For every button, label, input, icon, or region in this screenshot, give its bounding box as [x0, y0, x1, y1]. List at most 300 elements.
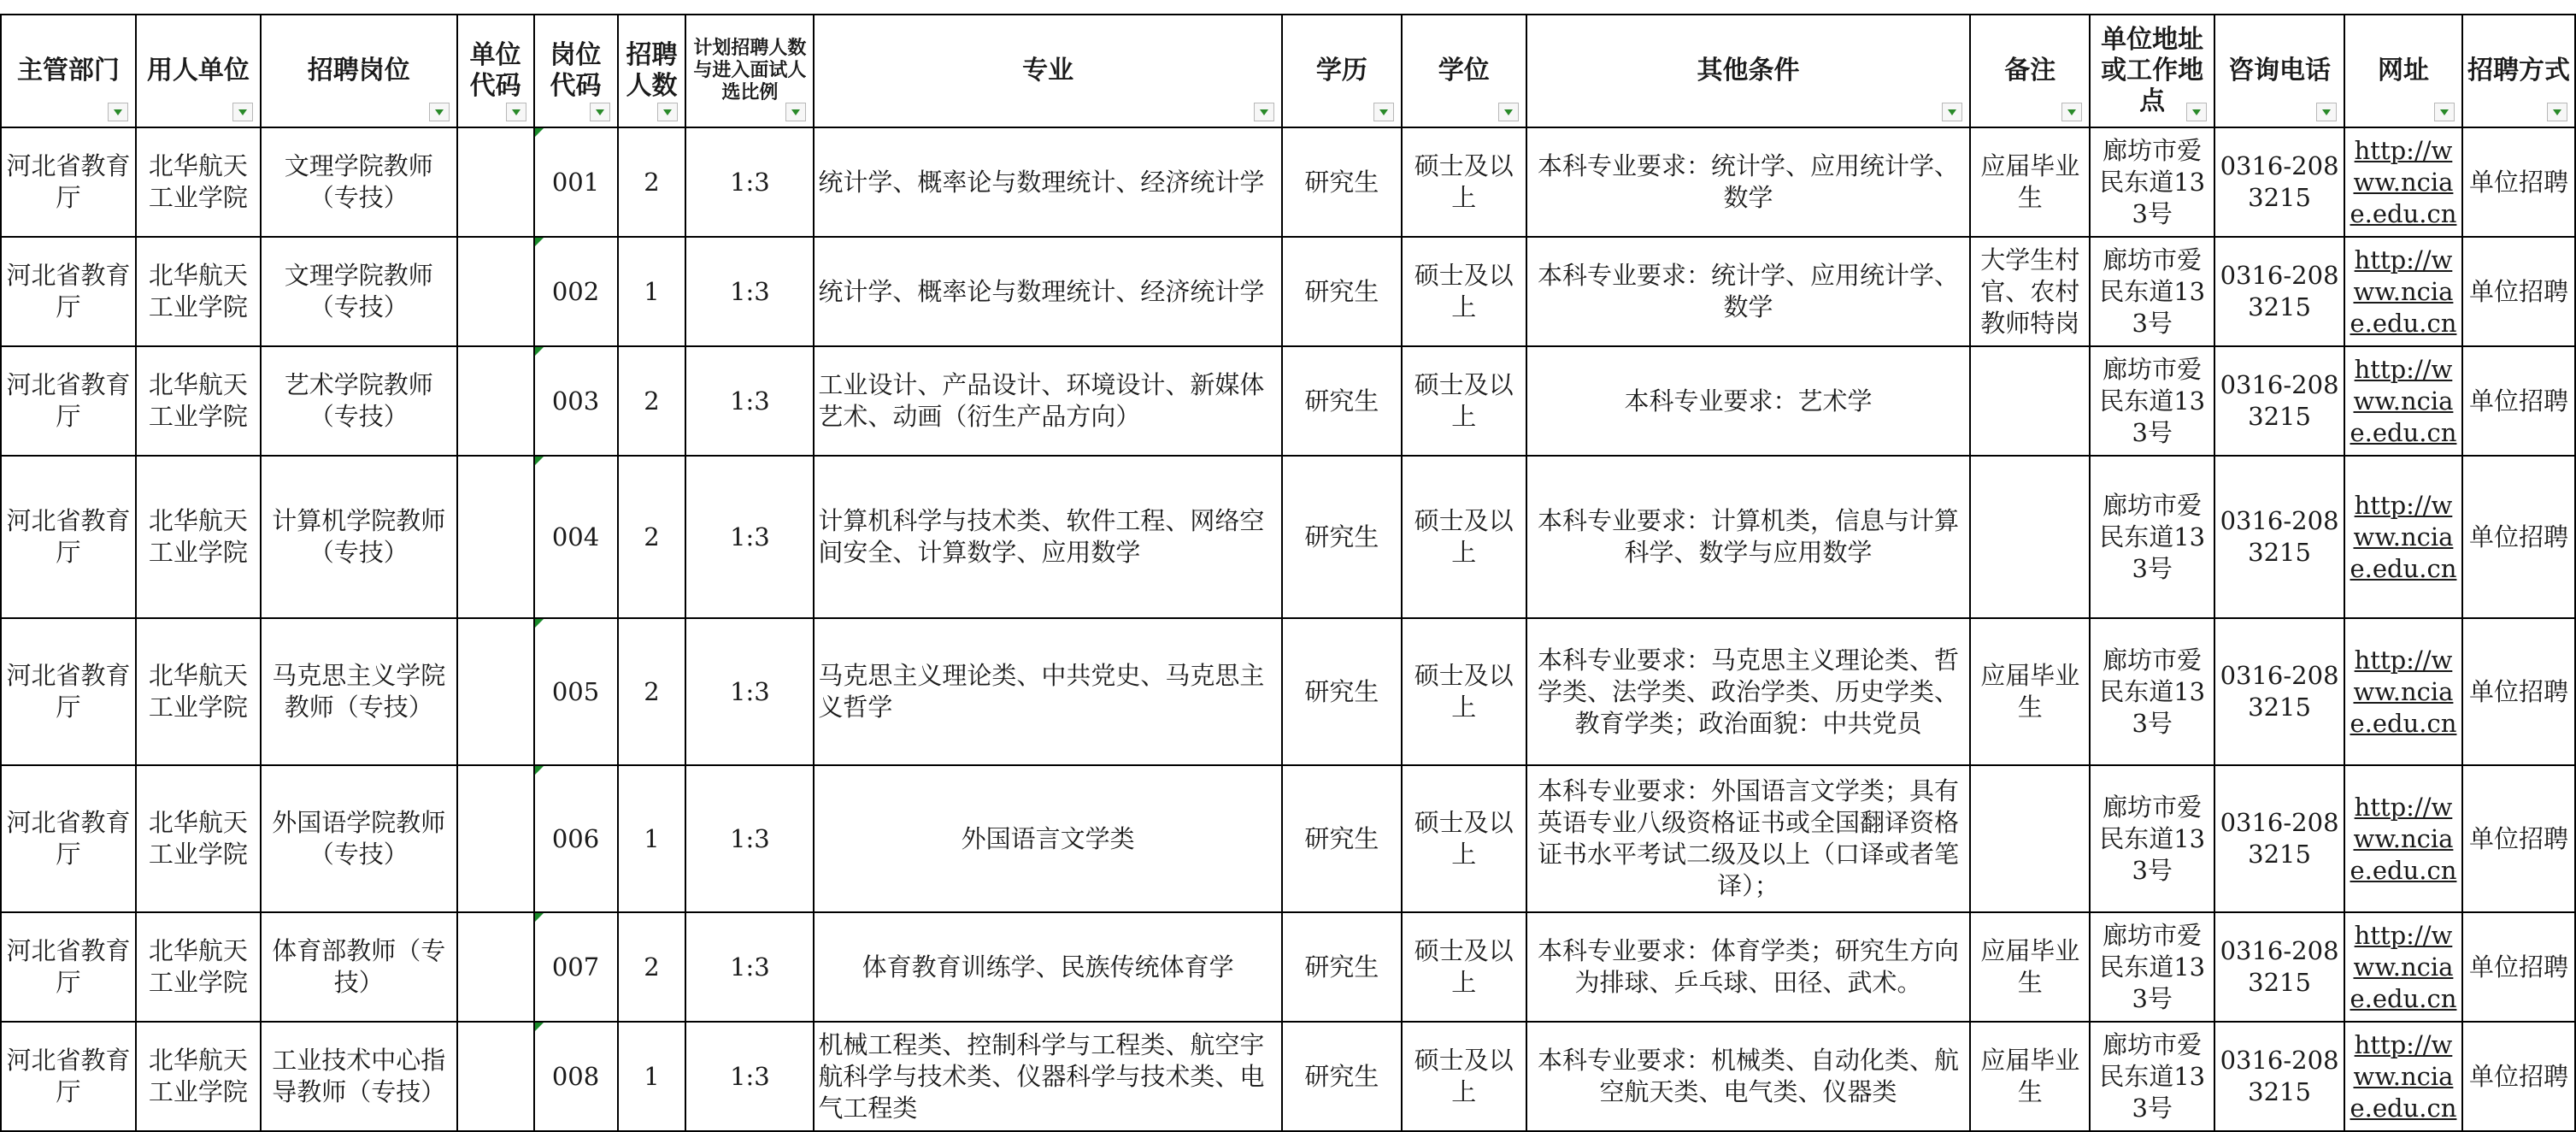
cell-url[interactable]: [2344, 618, 2462, 765]
cell-major-text: 马克思主义理论类、中共党史、马克思主义哲学: [818, 661, 1265, 722]
cell-method-text: 单位招聘: [2468, 276, 2568, 306]
header-count: [618, 15, 686, 127]
cell-unit-text: 北华航天工业学院: [148, 1046, 248, 1106]
filter-dropdown-icon[interactable]: [2186, 103, 2207, 121]
cell-edu[interactable]: [1282, 127, 1402, 237]
recruitment-table: [0, 14, 2576, 1132]
cell-post[interactable]: [261, 618, 457, 765]
cell-degree-text: 硕士及以上: [1414, 936, 1514, 997]
cell-unit-text: 北华航天工业学院: [148, 808, 248, 869]
cell-post-code[interactable]: [534, 127, 618, 237]
cell-degree[interactable]: [1402, 1022, 1526, 1131]
cell-major[interactable]: [814, 127, 1282, 237]
cell-method-text: 单位招聘: [2468, 386, 2568, 416]
cell-post-code[interactable]: [534, 912, 618, 1022]
cell-edu[interactable]: [1282, 237, 1402, 346]
cell-edu-text: 研究生: [1304, 952, 1379, 982]
cell-degree[interactable]: [1402, 618, 1526, 765]
cell-note[interactable]: [1970, 765, 2090, 912]
cell-degree-text: 硕士及以上: [1414, 151, 1514, 212]
header-method-label: 招聘方式: [2467, 56, 2570, 85]
cell-method-text: 单位招聘: [2468, 167, 2568, 197]
table-row: [1, 456, 2575, 618]
cell-post-code[interactable]: [534, 765, 618, 912]
cell-unit-code[interactable]: [457, 1022, 534, 1131]
cell-unit-code[interactable]: [457, 127, 534, 237]
filter-dropdown-icon[interactable]: [2547, 103, 2567, 121]
cell-post-text: 马克思主义学院教师（专技）: [272, 661, 446, 722]
filter-dropdown-icon[interactable]: [429, 103, 450, 121]
cell-degree[interactable]: [1402, 237, 1526, 346]
cell-dept[interactable]: [1, 912, 136, 1022]
cell-method[interactable]: [2462, 1022, 2575, 1131]
cell-major[interactable]: [814, 1022, 1282, 1131]
cell-count-text: 2: [644, 676, 660, 706]
cell-unit-code[interactable]: [457, 765, 534, 912]
header-unit: [136, 15, 261, 127]
cell-count[interactable]: [618, 912, 686, 1022]
text-number-warning-icon: [535, 238, 544, 246]
cell-degree-text: 硕士及以上: [1414, 370, 1514, 431]
header-note: [1970, 15, 2090, 127]
header-post-code-label: 岗位代码: [550, 40, 602, 101]
cell-unit[interactable]: [136, 346, 261, 456]
cell-url[interactable]: [2344, 346, 2462, 456]
cell-note-text: 应届毕业生: [1980, 936, 2080, 997]
cell-edu-text: 研究生: [1304, 167, 1379, 197]
cell-unit-code[interactable]: [457, 912, 534, 1022]
cell-post-code-text: 001: [551, 167, 600, 197]
cell-unit-text: 北华航天工业学院: [148, 506, 248, 567]
cell-major-text: 工业设计、产品设计、环境设计、新媒体艺术、动画（衍生产品方向）: [818, 370, 1265, 431]
cell-edu-text: 研究生: [1304, 823, 1379, 853]
cell-note-text: 大学生村官、农村教师特岗: [1980, 245, 2080, 338]
cell-major[interactable]: [814, 765, 1282, 912]
cell-other[interactable]: [1526, 765, 1971, 912]
cell-post[interactable]: [261, 237, 457, 346]
header-major: [814, 15, 1282, 127]
header-ratio-label: 计划招聘人数与进入面试人选比例: [693, 38, 807, 103]
cell-edu[interactable]: [1282, 618, 1402, 765]
cell-phone-text: 0316-2083215: [2220, 261, 2339, 321]
cell-ratio-text: 1:3: [730, 1061, 770, 1091]
table-row: [1, 346, 2575, 456]
cell-phone[interactable]: [2214, 1022, 2344, 1131]
cell-phone[interactable]: [2214, 765, 2344, 912]
cell-other[interactable]: [1526, 346, 1971, 456]
table-row: [1, 1022, 2575, 1131]
cell-url[interactable]: [2344, 765, 2462, 912]
cell-count-text: 2: [644, 386, 660, 416]
cell-major[interactable]: [814, 618, 1282, 765]
cell-phone-text: 0316-2083215: [2220, 506, 2339, 567]
cell-ratio[interactable]: [685, 127, 814, 237]
cell-other-text: 本科专业要求：马克思主义理论类、哲学类、法学类、政治学类、历史学类、教育学类；政治面貌：中共党员: [1538, 645, 1960, 738]
cell-dept[interactable]: [1, 127, 136, 237]
cell-note[interactable]: [1970, 618, 2090, 765]
cell-ratio-text: 1:3: [730, 276, 770, 306]
cell-degree-text: 硕士及以上: [1414, 808, 1514, 869]
cell-phone[interactable]: [2214, 912, 2344, 1022]
cell-url[interactable]: [2344, 1022, 2462, 1131]
cell-post-text: 艺术学院教师（专技）: [284, 370, 433, 431]
cell-dept-text: 河北省教育厅: [6, 936, 131, 997]
cell-other-text: 本科专业要求：艺术学: [1624, 386, 1873, 416]
cell-post-text: 文理学院教师（专技）: [284, 261, 433, 321]
cell-unit-text: 北华航天工业学院: [148, 151, 248, 212]
header-url: [2344, 15, 2462, 127]
filter-dropdown-icon[interactable]: [785, 103, 806, 121]
cell-other-text: 本科专业要求：统计学、应用统计学、数学: [1538, 261, 1960, 321]
cell-count[interactable]: [618, 456, 686, 618]
cell-post[interactable]: [261, 1022, 457, 1131]
cell-ratio-text: 1:3: [730, 823, 770, 853]
cell-other-text: 本科专业要求：外国语言文学类；具有英语专业八级资格证书或全国翻译资格证书水平考试二级及以上（口译或者笔译）；: [1538, 776, 1960, 900]
header-address-label: 单位地址或工作地点: [2101, 25, 2204, 116]
cell-address[interactable]: [2090, 127, 2214, 237]
cell-post-code-text: 007: [551, 952, 600, 982]
cell-url[interactable]: [2344, 456, 2462, 618]
cell-ratio[interactable]: [685, 618, 814, 765]
cell-unit-code[interactable]: [457, 346, 534, 456]
cell-note[interactable]: [1970, 346, 2090, 456]
text-number-warning-icon: [535, 457, 544, 465]
cell-address[interactable]: [2090, 237, 2214, 346]
cell-count-text: 2: [644, 167, 660, 197]
cell-note[interactable]: [1970, 1022, 2090, 1131]
cell-degree[interactable]: [1402, 456, 1526, 618]
cell-phone-text: 0316-2083215: [2220, 936, 2339, 997]
filter-dropdown-icon[interactable]: [1942, 103, 1962, 121]
cell-degree[interactable]: [1402, 912, 1526, 1022]
table-row: [1, 765, 2575, 912]
cell-edu[interactable]: [1282, 1022, 1402, 1131]
cell-post-code[interactable]: [534, 618, 618, 765]
header-unit-code: [457, 15, 534, 127]
cell-post[interactable]: [261, 456, 457, 618]
cell-method[interactable]: [2462, 346, 2575, 456]
cell-other-text: 本科专业要求：计算机类，信息与计算科学、数学与应用数学: [1538, 506, 1960, 567]
cell-degree[interactable]: [1402, 765, 1526, 912]
cell-url-text: http://www.nciae.edu.cn: [2350, 490, 2457, 583]
cell-address-text: 廊坊市爱民东道133号: [2099, 245, 2206, 338]
header-ratio: [685, 15, 814, 127]
filter-dropdown-icon[interactable]: [1254, 103, 1274, 121]
cell-post-code-text: 005: [551, 676, 600, 706]
cell-post-code-text: 003: [551, 386, 600, 416]
cell-degree[interactable]: [1402, 127, 1526, 237]
header-dept-label: 主管部门: [16, 56, 120, 85]
cell-dept[interactable]: [1, 346, 136, 456]
cell-ratio[interactable]: [685, 346, 814, 456]
cell-edu[interactable]: [1282, 912, 1402, 1022]
cell-method[interactable]: [2462, 237, 2575, 346]
filter-dropdown-icon[interactable]: [657, 103, 678, 121]
cell-note-text: 应届毕业生: [1980, 661, 2080, 722]
cell-unit[interactable]: [136, 456, 261, 618]
cell-address-text: 廊坊市爱民东道133号: [2099, 354, 2206, 447]
cell-post-code[interactable]: [534, 456, 618, 618]
header-phone: [2214, 15, 2344, 127]
cell-unit[interactable]: [136, 1022, 261, 1131]
cell-count[interactable]: [618, 127, 686, 237]
cell-count-text: 1: [644, 276, 660, 306]
cell-count[interactable]: [618, 237, 686, 346]
cell-ratio-text: 1:3: [730, 167, 770, 197]
cell-edu-text: 研究生: [1304, 1061, 1379, 1091]
cell-dept-text: 河北省教育厅: [6, 1046, 131, 1106]
cell-phone-text: 0316-2083215: [2220, 661, 2339, 722]
header-count-label: 招聘人数: [626, 40, 678, 101]
cell-other[interactable]: [1526, 237, 1971, 346]
table-row: [1, 237, 2575, 346]
cell-ratio[interactable]: [685, 237, 814, 346]
header-address: [2090, 15, 2214, 127]
cell-phone-text: 0316-2083215: [2220, 151, 2339, 212]
cell-url-text: http://www.nciae.edu.cn: [2350, 135, 2457, 228]
cell-other[interactable]: [1526, 618, 1971, 765]
cell-dept[interactable]: [1, 618, 136, 765]
cell-url[interactable]: [2344, 127, 2462, 237]
cell-ratio[interactable]: [685, 456, 814, 618]
filter-dropdown-icon[interactable]: [2316, 103, 2337, 121]
cell-phone[interactable]: [2214, 618, 2344, 765]
cell-method[interactable]: [2462, 127, 2575, 237]
cell-url-text: http://www.nciae.edu.cn: [2350, 792, 2457, 885]
cell-unit[interactable]: [136, 765, 261, 912]
cell-phone[interactable]: [2214, 127, 2344, 237]
cell-major[interactable]: [814, 346, 1282, 456]
cell-major[interactable]: [814, 456, 1282, 618]
filter-dropdown-icon[interactable]: [2061, 103, 2082, 121]
cell-ratio[interactable]: [685, 1022, 814, 1131]
cell-post-text: 体育部教师（专技）: [272, 936, 446, 997]
cell-post-code-text: 006: [551, 823, 600, 853]
cell-major-text: 统计学、概率论与数理统计、经济统计学: [818, 167, 1265, 197]
cell-count-text: 2: [644, 522, 660, 551]
cell-unit-code[interactable]: [457, 456, 534, 618]
cell-phone-text: 0316-2083215: [2220, 370, 2339, 431]
cell-url-text: http://www.nciae.edu.cn: [2350, 1029, 2457, 1123]
cell-method-text: 单位招聘: [2468, 823, 2568, 853]
cell-note[interactable]: [1970, 127, 2090, 237]
cell-address-text: 廊坊市爱民东道133号: [2099, 645, 2206, 738]
filter-dropdown-icon[interactable]: [506, 103, 526, 121]
cell-count[interactable]: [618, 346, 686, 456]
header-post-label: 招聘岗位: [307, 56, 410, 85]
cell-address-text: 廊坊市爱民东道133号: [2099, 490, 2206, 583]
filter-dropdown-icon[interactable]: [1498, 103, 1519, 121]
cell-post-text: 外国语学院教师（专技）: [272, 808, 446, 869]
table-row: [1, 618, 2575, 765]
cell-note[interactable]: [1970, 912, 2090, 1022]
cell-other-text: 本科专业要求：体育学类；研究生方向为排球、乒乓球、田径、武术。: [1538, 936, 1960, 997]
header-method: [2462, 15, 2575, 127]
table-row: [1, 127, 2575, 237]
cell-major-text: 机械工程类、控制科学与工程类、航空宇航科学与技术类、仪器科学与技术类、电气工程类: [818, 1029, 1265, 1123]
cell-unit-text: 北华航天工业学院: [148, 261, 248, 321]
cell-edu[interactable]: [1282, 346, 1402, 456]
cell-url[interactable]: [2344, 912, 2462, 1022]
header-major-label: 专业: [1022, 56, 1074, 85]
filter-dropdown-icon[interactable]: [108, 103, 128, 121]
cell-post-code-text: 004: [551, 522, 600, 551]
cell-other[interactable]: [1526, 912, 1971, 1022]
header-degree: [1402, 15, 1526, 127]
cell-degree[interactable]: [1402, 346, 1526, 456]
header-degree-label: 学位: [1438, 56, 1490, 85]
cell-note-text: 应届毕业生: [1980, 1046, 2080, 1106]
cell-note[interactable]: [1970, 456, 2090, 618]
cell-other[interactable]: [1526, 1022, 1971, 1131]
cell-other-text: 本科专业要求：机械类、自动化类、航空航天类、电气类、仪器类: [1538, 1046, 1960, 1106]
cell-count-text: 1: [644, 823, 660, 853]
cell-unit[interactable]: [136, 618, 261, 765]
header-post-code: [534, 15, 618, 127]
cell-url[interactable]: [2344, 237, 2462, 346]
cell-address-text: 廊坊市爱民东道133号: [2099, 135, 2206, 228]
cell-post-code[interactable]: [534, 237, 618, 346]
cell-phone-text: 0316-2083215: [2220, 1046, 2339, 1106]
cell-ratio-text: 1:3: [730, 952, 770, 982]
cell-edu[interactable]: [1282, 456, 1402, 618]
cell-other[interactable]: [1526, 127, 1971, 237]
cell-count-text: 2: [644, 952, 660, 982]
cell-method[interactable]: [2462, 765, 2575, 912]
cell-post-text: 计算机学院教师（专技）: [272, 506, 446, 567]
cell-address[interactable]: [2090, 765, 2214, 912]
text-number-warning-icon: [535, 766, 544, 775]
cell-degree-text: 硕士及以上: [1414, 261, 1514, 321]
cell-count[interactable]: [618, 765, 686, 912]
header-note-label: 备注: [2004, 56, 2056, 85]
cell-method[interactable]: [2462, 912, 2575, 1022]
cell-edu-text: 研究生: [1304, 522, 1379, 551]
cell-post[interactable]: [261, 912, 457, 1022]
text-number-warning-icon: [535, 128, 544, 137]
cell-ratio-text: 1:3: [730, 386, 770, 416]
header-url-label: 网址: [2377, 56, 2429, 85]
cell-post[interactable]: [261, 127, 457, 237]
cell-address[interactable]: [2090, 618, 2214, 765]
header-post: [261, 15, 457, 127]
cell-post-text: 文理学院教师（专技）: [284, 151, 433, 212]
cell-phone-text: 0316-2083215: [2220, 808, 2339, 869]
cell-phone[interactable]: [2214, 237, 2344, 346]
cell-unit[interactable]: [136, 912, 261, 1022]
cell-method-text: 单位招聘: [2468, 522, 2568, 551]
cell-dept-text: 河北省教育厅: [6, 370, 131, 431]
cell-phone[interactable]: [2214, 456, 2344, 618]
cell-dept[interactable]: [1, 456, 136, 618]
header-dept: [1, 15, 136, 127]
cell-url-text: http://www.nciae.edu.cn: [2350, 920, 2457, 1013]
header-unit-code-label: 单位代码: [469, 40, 521, 101]
cell-unit-text: 北华航天工业学院: [148, 936, 248, 997]
cell-unit-code[interactable]: [457, 618, 534, 765]
cell-post-code[interactable]: [534, 346, 618, 456]
header-unit-label: 用人单位: [146, 56, 250, 85]
cell-address-text: 廊坊市爱民东道133号: [2099, 920, 2206, 1013]
cell-address[interactable]: [2090, 912, 2214, 1022]
cell-major-text: 外国语言文学类: [961, 823, 1135, 853]
cell-unit[interactable]: [136, 237, 261, 346]
cell-dept-text: 河北省教育厅: [6, 261, 131, 321]
cell-post-code-text: 008: [551, 1061, 600, 1091]
cell-unit-code[interactable]: [457, 237, 534, 346]
cell-degree-text: 硕士及以上: [1414, 1046, 1514, 1106]
cell-url-text: http://www.nciae.edu.cn: [2350, 354, 2457, 447]
header-other-label: 其他条件: [1697, 56, 1800, 85]
cell-ratio-text: 1:3: [730, 522, 770, 551]
filter-dropdown-icon[interactable]: [232, 103, 253, 121]
cell-major-text: 计算机科学与技术类、软件工程、网络空间安全、计算数学、应用数学: [818, 506, 1265, 567]
cell-edu-text: 研究生: [1304, 386, 1379, 416]
cell-unit-text: 北华航天工业学院: [148, 370, 248, 431]
cell-ratio[interactable]: [685, 912, 814, 1022]
cell-address[interactable]: [2090, 346, 2214, 456]
text-number-warning-icon: [535, 1023, 544, 1031]
cell-method-text: 单位招聘: [2468, 676, 2568, 706]
cell-post-code-text: 002: [551, 276, 600, 306]
cell-url-text: http://www.nciae.edu.cn: [2350, 645, 2457, 738]
header-edu-label: 学历: [1315, 56, 1367, 85]
cell-post[interactable]: [261, 346, 457, 456]
text-number-warning-icon: [535, 619, 544, 628]
cell-major[interactable]: [814, 237, 1282, 346]
cell-degree-text: 硕士及以上: [1414, 661, 1514, 722]
cell-other[interactable]: [1526, 456, 1971, 618]
cell-dept[interactable]: [1, 765, 136, 912]
cell-url-text: http://www.nciae.edu.cn: [2350, 245, 2457, 338]
cell-edu-text: 研究生: [1304, 276, 1379, 306]
text-number-warning-icon: [535, 347, 544, 356]
filter-dropdown-icon[interactable]: [2434, 103, 2455, 121]
filter-dropdown-icon[interactable]: [590, 103, 610, 121]
cell-dept-text: 河北省教育厅: [6, 506, 131, 567]
cell-dept-text: 河北省教育厅: [6, 151, 131, 212]
cell-count-text: 1: [644, 1061, 660, 1091]
cell-address[interactable]: [2090, 1022, 2214, 1131]
cell-major[interactable]: [814, 912, 1282, 1022]
cell-post[interactable]: [261, 765, 457, 912]
cell-method-text: 单位招聘: [2468, 1061, 2568, 1091]
cell-method[interactable]: [2462, 456, 2575, 618]
cell-method-text: 单位招聘: [2468, 952, 2568, 982]
cell-post-code[interactable]: [534, 1022, 618, 1131]
cell-note[interactable]: [1970, 237, 2090, 346]
cell-address[interactable]: [2090, 456, 2214, 618]
cell-major-text: 统计学、概率论与数理统计、经济统计学: [818, 276, 1265, 306]
cell-ratio[interactable]: [685, 765, 814, 912]
cell-dept-text: 河北省教育厅: [6, 808, 131, 869]
cell-dept[interactable]: [1, 237, 136, 346]
cell-phone[interactable]: [2214, 346, 2344, 456]
cell-count[interactable]: [618, 1022, 686, 1131]
cell-edu[interactable]: [1282, 765, 1402, 912]
header-edu: [1282, 15, 1402, 127]
cell-unit[interactable]: [136, 127, 261, 237]
filter-dropdown-icon[interactable]: [1373, 103, 1394, 121]
cell-major-text: 体育教育训练学、民族传统体育学: [862, 952, 1234, 982]
table-row: [1, 912, 2575, 1022]
cell-method[interactable]: [2462, 618, 2575, 765]
cell-ratio-text: 1:3: [730, 676, 770, 706]
cell-other-text: 本科专业要求：统计学、应用统计学、数学: [1538, 151, 1960, 212]
cell-count[interactable]: [618, 618, 686, 765]
cell-dept-text: 河北省教育厅: [6, 661, 131, 722]
cell-dept[interactable]: [1, 1022, 136, 1131]
